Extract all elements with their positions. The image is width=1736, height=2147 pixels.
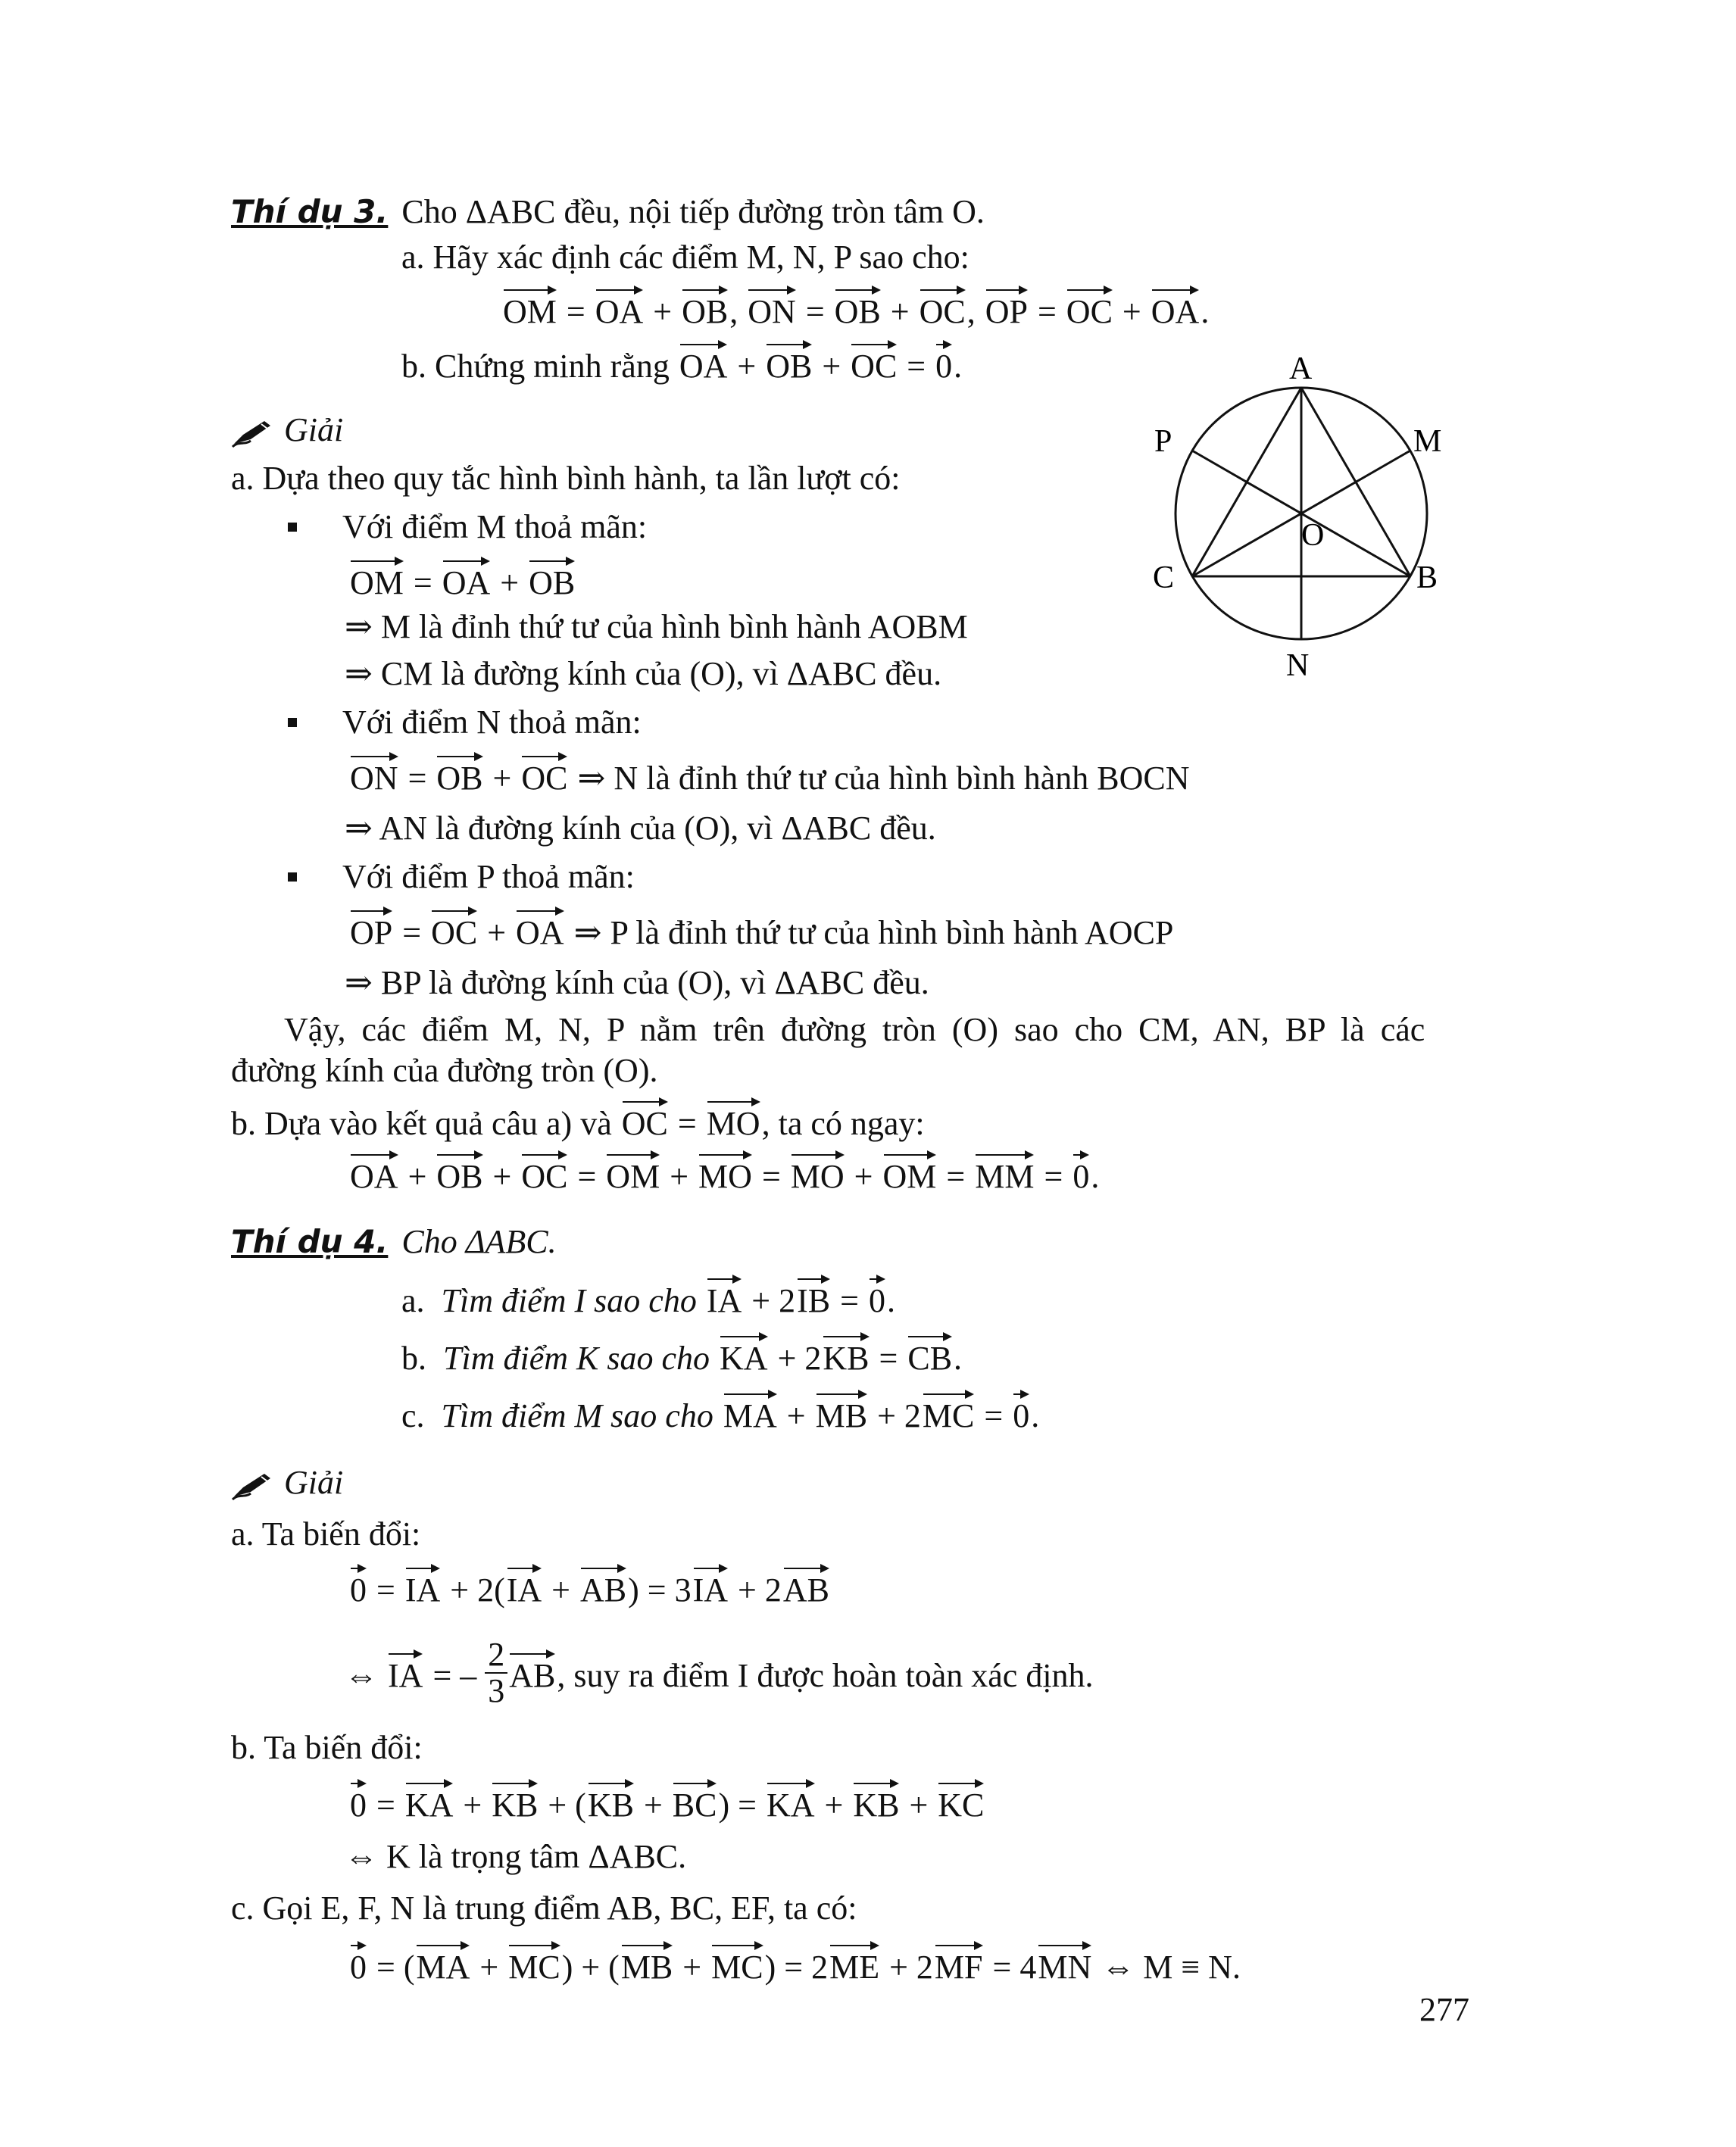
example-4-part-b: b. Tìm điểm K sao cho KA + 2KB = CB. [401, 1334, 962, 1380]
formula-ex3-b: OA + OB + OC = OM + MO = MO + OM = MM = 0. [348, 1153, 1099, 1198]
example-3-heading [231, 191, 985, 233]
example-4-intro: Cho ΔABC. [401, 1223, 557, 1260]
formula-om: OM = OA + OB [348, 559, 576, 604]
bullet-m: Với điểm M thoả mãn: [288, 506, 647, 548]
conclusion-line-2: đường kính của đường tròn (O). [231, 1052, 658, 1089]
example-3-part-a: a. Hãy xác định các điểm M, N, P sao cho: [401, 239, 969, 276]
example-4-heading [231, 1221, 557, 1263]
m-conclusion-1: ⇒ M là đỉnh thứ tư của hình bình hành AOBM [345, 608, 968, 645]
example-3-label: Thí dụ 3. [231, 193, 389, 230]
bullet-icon [288, 872, 297, 882]
label-a: A [1289, 351, 1313, 386]
formula-4c: 0 = (MA + MC) + (MB + MC) = 2ME + 2MF = 4MN ⇔ M ≡ N. [348, 1943, 1241, 1989]
page-number: 277 [1419, 1991, 1469, 2028]
label-o: O [1301, 518, 1325, 553]
example-4-part-c: c. Tìm điểm M sao cho MA + MB + 2MC = 0. [401, 1392, 1039, 1437]
label-p: P [1154, 424, 1172, 459]
solution-4-c-intro: c. Gọi E, F, N là trung điểm AB, BC, EF, ta có: [231, 1890, 857, 1927]
label-c: C [1153, 560, 1175, 595]
formula-ex3-a: OM = OA + OB, ON = OB + OC, OP = OC + OA. [501, 288, 1209, 333]
example-4-label: Thí dụ 4. [231, 1223, 389, 1260]
solution-a-intro: a. Dựa theo quy tắc hình bình hành, ta lần lượt có: [231, 460, 901, 497]
solution-4-b-intro: b. Ta biến đổi: [231, 1729, 423, 1766]
formula-4b: 0 = KA + KB + (KB + BC) = KA + KB + KC [348, 1781, 985, 1827]
bullet-n: Với điểm N thoả mãn: [288, 701, 642, 744]
label-b: B [1416, 560, 1438, 595]
label-m: M [1413, 424, 1442, 459]
formula-4a-1: 0 = IA + 2(IA + AB) = 3IA + 2AB [348, 1566, 831, 1612]
bullet-p: Với điểm P thoả mãn: [288, 856, 635, 898]
bullet-icon [288, 718, 297, 727]
n-conclusion-2: ⇒ AN là đường kính của (O), vì ΔABC đều. [345, 810, 936, 847]
formula-op: OP = OC + OA ⇒ P là đỉnh thứ tư của hình bình hành AOCP [348, 909, 1173, 954]
solution-heading: Giải [231, 409, 343, 451]
label-n: N [1286, 648, 1310, 683]
solution-4-b-conclusion: ⇔ K là trọng tâm ΔABC. [345, 1838, 687, 1875]
pen-writing-icon [231, 418, 276, 448]
formula-on: ON = OB + OC ⇒ N là đỉnh thứ tư của hình bình hành BOCN [348, 754, 1190, 800]
m-conclusion-2: ⇒ CM là đường kính của (O), vì ΔABC đều. [345, 655, 942, 692]
formula-4a-2: ⇔ IA = – $\frac{2}{3}$ AB, suy ra điểm I được hoàn toàn xác định. [345, 1636, 1094, 1709]
p-conclusion-2: ⇒ BP là đường kính của (O), vì ΔABC đều. [345, 964, 929, 1001]
solution-4-a-intro: a. Ta biến đổi: [231, 1515, 421, 1553]
solution-4-heading: Giải [231, 1462, 343, 1504]
conclusion-line-1: Vậy, các điểm M, N, P nằm trên đường tròn (O) sao cho CM, AN, BP là các [284, 1011, 1425, 1048]
circle-triangle-diagram [1127, 348, 1460, 697]
example-4-part-a: a. Tìm điểm I sao cho IA + 2IB = 0. [401, 1277, 895, 1322]
example-3-part-b: b. Chứng minh rằng OA + OB + OC = 0. [401, 342, 962, 388]
example-3-intro: Cho ΔABC đều, nội tiếp đường tròn tâm O. [401, 193, 985, 230]
solution-b-intro: b. Dựa vào kết quả câu a) và OC = MO, ta có ngay: [231, 1100, 925, 1145]
pen-writing-icon [231, 1471, 276, 1501]
bullet-icon [288, 523, 297, 532]
